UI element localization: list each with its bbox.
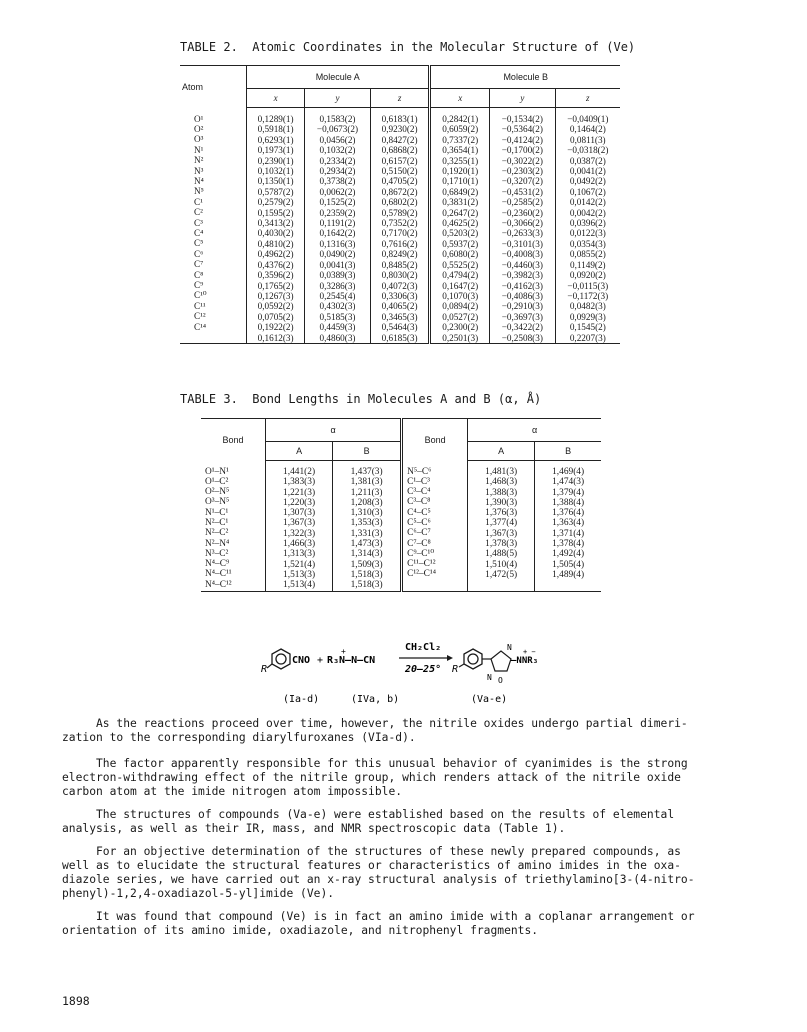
left-a-values: 1,441(2) 1,383(3) 1,221(3) 1,220(3) 1,307(3) 1,367(3) 1,322(3) 1,466(3) 1,313(3) 1,521(4) 1,513(3) 1,513(4) <box>266 461 333 592</box>
oxadiazole-n2: N <box>487 673 492 682</box>
amino-imide-group: –NNR₃ <box>511 656 539 666</box>
cyanimide-charge: + <box>341 647 346 656</box>
table2-atomic-coordinates <box>180 65 620 344</box>
col-a-x: x <box>247 89 305 108</box>
paragraph-5: It was found that compound (Ve) is in fact an amino imide with a coplanar arrangement or orientation of its amino imide, oxadiazole, and nitrophenyl fragments. <box>62 910 695 937</box>
mol-a-x-values: 0,1289(1) 0,5918(1) 0,6293(1) 0,1973(1) 0,2390(1) 0,1032(1) 0,1350(1) 0,5787(2) 0,2579(2) 0,1595(2) 0,3413(2) 0,4030(2) 0,4810(2) 0,4962(2) 0,4376(2) 0,3596(2) 0,1765(2) 0,1267(3) 0,0592(2) 0,0705(2) 0,1922(2) 0,1612(3) <box>247 108 305 344</box>
col-a-y: y <box>305 89 371 108</box>
label-ia-d: (Ia-d) <box>283 694 320 705</box>
reaction-scheme <box>255 636 555 706</box>
mol-b-y-values: −0,1534(2) −0,5364(2) −0,4124(2) −0,1700(2) −0,3022(2) −0,2303(2) −0,3207(2) −0,4531(2) −0,2585(2) −0,2360(2) −0,3066(2) −0,2633(3) −0,3101(3) −0,4008(3) −0,4460(3) −0,3982(3) −0,4162(3) −0,4086(3) −0,2910(3) −0,3697(3) −0,3422(2) −0,2508(3) <box>490 108 556 344</box>
page-number: 1898 <box>62 994 90 1008</box>
temperature-label: 20–25° <box>405 664 442 675</box>
col-a-left: A <box>266 442 333 461</box>
paragraph-4: For an objective determination of the structures of these newly prepared compounds, as well as to elucidate the structural features or characteristics of amino imides in the oxa- diazole series, we have carried out an x-ray structural analysis of triethylamino[3-(4-nitro- phenyl)-1,2,4-oxadiazol-5-yl]imide (Ve). <box>62 845 695 900</box>
r-substituent-right: R <box>452 664 459 675</box>
oxadiazole-o: O <box>498 676 503 685</box>
molecule-a-header: Molecule A <box>247 66 430 89</box>
benzene-ring-left <box>272 649 290 669</box>
left-bond-labels: O¹–N¹ O¹–C² O²–N⁵ O³–N⁵ N¹–C¹ N²–C¹ N²–C² N²–N⁴ N³–C² N⁴–C⁹ N⁴–C¹¹ N⁴–C¹² <box>201 461 266 592</box>
col-b-right: B <box>535 442 601 461</box>
paragraph-2: The factor apparently responsible for this unusual behavior of cyanimides is the strong electron-withdrawing effect of the nitrile group, which renders attack of the nitrile oxide carbon atom at the imide nitrogen atom impossible. <box>62 757 688 798</box>
col-b-z: z <box>555 89 620 108</box>
col-b-y: y <box>490 89 556 108</box>
oxadiazole-ring <box>491 651 511 671</box>
mol-a-z-values: 0,6183(1) 0,9230(2) 0,8427(2) 0,6868(2) 0,6157(2) 0,5150(2) 0,4705(2) 0,8672(2) 0,6802(2) 0,5789(2) 0,7352(2) 0,7170(2) 0,7616(2) 0,8249(2) 0,8485(2) 0,8030(2) 0,4072(3) 0,3306(3) 0,4065(2) 0,3465(3) 0,5464(3) 0,6185(3) <box>370 108 430 344</box>
mol-a-y-values: 0,1583(2) −0,0673(2) 0,0456(2) 0,1032(2) 0,2334(2) 0,2934(2) 0,3738(2) 0,0062(2) 0,1525(2) 0,2359(2) 0,1191(2) 0,1642(2) 0,1316(3) 0,0490(2) 0,0041(3) 0,0389(3) 0,3286(3) 0,2545(4) 0,4302(3) 0,5185(3) 0,4459(3) 0,4860(3) <box>305 108 371 344</box>
alpha-header-left: α <box>266 419 402 442</box>
label-va-e: (Va-e) <box>471 694 508 705</box>
col-a-right: A <box>468 442 535 461</box>
benzene-ring-right <box>464 649 482 669</box>
table3-caption: TABLE 3. Bond Lengths in Molecules A and B (α, Å) <box>180 392 542 406</box>
reagent-cyanimide: R₃N–N–CN <box>327 655 376 666</box>
amino-imide-charges: + − <box>523 648 536 656</box>
label-iva-b: (IVa, b) <box>351 694 400 705</box>
reagent-nitrile-oxide: CNO <box>292 655 311 666</box>
mol-b-z-values: −0,0409(1) 0,1464(2) 0,0811(3) −0,0318(2) 0,0387(2) 0,0041(2) 0,0492(2) 0,1067(2) 0,0142(2) 0,0042(2) 0,0396(2) 0,0122(3) 0,0354(3) 0,0855(2) 0,1149(2) 0,0920(2) −0,0115(3) −0,1172(3) 0,0482(3) 0,0929(3) 0,1545(2) 0,2207(3) <box>555 108 620 344</box>
table2-caption: TABLE 2. Atomic Coordinates in the Molecular Structure of (Ve) <box>180 40 636 54</box>
paragraph-1: As the reactions proceed over time, however, the nitrile oxides undergo partial dimeri- zation to the corresponding diarylfuroxanes (VIa-d). <box>62 717 688 744</box>
left-b-values: 1,437(3) 1,381(3) 1,211(3) 1,208(3) 1,310(3) 1,353(3) 1,331(3) 1,473(3) 1,314(3) 1,509(3) 1,518(3) 1,518(3) <box>333 461 402 592</box>
r-substituent-left: R <box>261 664 268 675</box>
arrow-head <box>447 655 453 661</box>
col-b-x: x <box>430 89 490 108</box>
table3-bond-lengths <box>201 418 601 592</box>
molecule-b-header: Molecule B <box>430 66 620 89</box>
mol-b-x-values: 0,2842(1) 0,6059(2) 0,7337(2) 0,3654(1) 0,3255(1) 0,1920(1) 0,1710(1) 0,6849(2) 0,3831(2) 0,2647(2) 0,4625(2) 0,5203(2) 0,5937(2) 0,6080(2) 0,5525(2) 0,4794(2) 0,1647(2) 0,1070(3) 0,0894(2) 0,0527(2) 0,2300(2) 0,2501(3) <box>430 108 490 344</box>
atom-labels: O¹ O² O³ N¹ N² N³ N⁴ N⁵ C¹ C² C³ C⁴ C⁵ C⁶ C⁷ C⁸ C⁹ C¹⁰ C¹¹ C¹² C¹⁴ <box>180 108 247 344</box>
right-b-values: 1,469(4) 1,474(3) 1,379(4) 1,388(4) 1,376(4) 1,363(4) 1,371(4) 1,378(4) 1,492(4) 1,505(4) 1,489(4) <box>535 461 601 592</box>
alpha-header-right: α <box>468 419 601 442</box>
right-a-values: 1,481(3) 1,468(3) 1,388(3) 1,390(3) 1,376(3) 1,377(4) 1,367(3) 1,378(3) 1,488(5) 1,510(4) 1,472(5) <box>468 461 535 592</box>
paragraph-3: The structures of compounds (Va-e) were established based on the results of elemental analysis, as well as their IR, mass, and NMR spectroscopic data (Table 1). <box>62 808 675 835</box>
col-a-z: z <box>370 89 430 108</box>
bond-header-left: Bond <box>201 419 266 461</box>
solvent-label: CH₂Cl₂ <box>405 642 442 653</box>
atom-header: Atom <box>180 66 247 108</box>
plus-sign: + <box>317 655 324 666</box>
right-bond-labels: N⁵–C⁶ C¹–C³ C³–C⁴ C³–C⁸ C⁴–C⁵ C⁵–C⁶ C⁶–C⁷ C⁷–C⁸ C⁹–C¹⁰ C¹¹–C¹² C¹²–C¹⁴ <box>402 461 468 592</box>
oxadiazole-n1: N <box>507 643 512 652</box>
col-b-left: B <box>333 442 402 461</box>
bond-header-right: Bond <box>402 419 468 461</box>
